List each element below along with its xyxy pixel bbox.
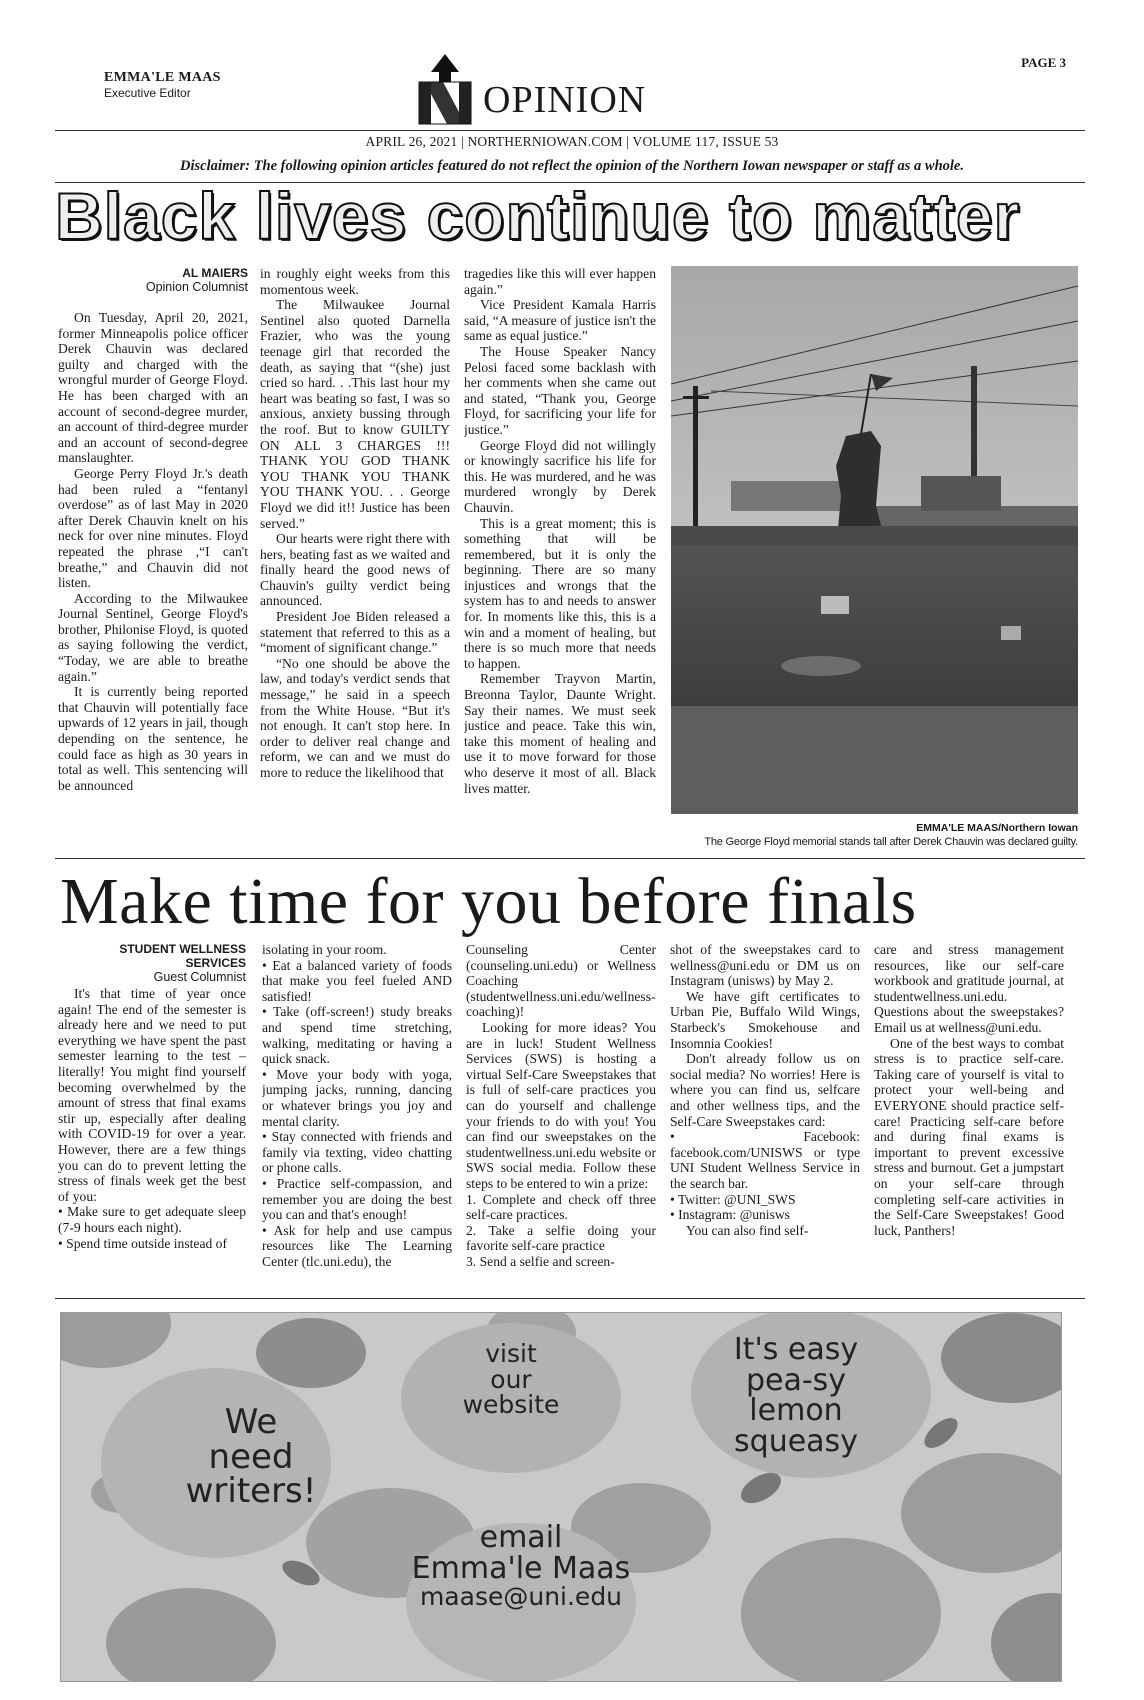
ad-line: our [490,1364,532,1394]
article2-column-3 [466,942,656,1292]
ad-line: email [479,1520,563,1555]
paragraph: Remember Trayvon Martin, Breonna Taylor, Daunte Wright. Say their names. We must seek justice and peace. Take this win, take this moment of healing and use it to move forward for those who deserve it most of all. Black lives matter. [464,671,656,796]
author-role: Guest Columnist [153,970,246,984]
bullet-item: • Practice self-compassion, and remember you are doing the best you can and that's enough! [262,1175,452,1223]
memorial-photo-image [671,266,1078,814]
ad-line: squeasy [734,1423,858,1459]
paragraph: Our hearts were right there with hers, beating fast as we waited and finally heard the good news of Chauvin's guilty verdict being announced. [260,531,450,609]
bullet-item: • Twitter: @UNI_SWS [670,1191,796,1207]
article-divider [55,858,1085,859]
paragraph: in roughly eight weeks from this momentous week. [260,266,450,297]
article1-column-2 [260,266,450,850]
bullet-item: • Move your body with yoga, jumping jacks, running, dancing or whatever brings you joy and mental clarity. [262,1066,452,1129]
article2-column-1 [58,986,246,1292]
paragraph: It's that time of year once again! The end of the semester is already here and we need to put everything we have spent the past semester learning to the test – literally! You might find yourself becoming overwhelmed by the amount of stress that final exams stir up, especially after dealing with COVID-19 for over a year. However, there are a few things you can do to prevent letting the stress of finals week get the best of you: [58,986,246,1204]
headline-black-lives: Black lives continue to matter [55,179,1021,253]
author-name: AL MAIERS [182,266,248,280]
ad-line: lemon [749,1393,843,1429]
ad-line: visit [485,1339,537,1368]
paragraph: shot of the sweepstakes card to wellness@uni.edu or DM us on Instagram (unisws) by May 2. [670,942,860,989]
paragraph: Don't already follow us on social media? No worries! Here is where you can find us, selfcare and other wellness tips, and the Self-Care Sweepstakes card: [670,1051,860,1129]
page-number: PAGE 3 [1021,55,1066,70]
photo-caption: The George Floyd memorial stands tall after Derek Chauvin was declared guilty. [704,836,1078,848]
ad-line: writers! [185,1471,317,1512]
writers-advertisement [60,1312,1062,1682]
northern-iowan-logo-icon [415,52,475,126]
ad-line: We [224,1402,278,1442]
article2-column-4 [670,942,860,1292]
ad-email-contact[interactable] [381,1520,661,1612]
paragraph: We have gift certificates to Urban Pie, Buffalo Wild Wings, Starbeck's Smokehouse and Insomnia Cookies! [670,988,860,1051]
article1-column-3 [464,266,656,850]
paragraph: Counseling Center (counseling.uni.edu) or Wellness Coaching (studentwellness.uni.edu/wellness-coaching)! [466,942,656,1020]
paragraph: isolating in your room. [262,942,387,957]
paragraph: The Milwaukee Journal Sentinel also quoted Darnella Frazier, who was the young teenage girl that recorded the death, as saying that “(she) just cried so hard. . .This last hour my heart was beating so fast, I was so anxious, anxiety bussing through the roof. But to know GUILTY ON ALL 3 CHARGES !!! THANK YOU GOD THANK YOU THANK YOU THANK YOU THANK YOU. . . George Floyd we did it!! Justice has been served.” [260,297,450,531]
ad-line: Emma'le Maas [411,1550,631,1586]
paragraph: Vice President Kamala Harris said, “A measure of justice isn't the same as equal justice.” [464,297,656,344]
paragraph: On Tuesday, April 20, 2021, former Minneapolis police officer Derek Chauvin was declared guilty and charged with the wrongful murder of George Floyd. He has been charged with an account of second-degree murder, an account of third-degree murder and an account of second-degree manslaughter. [58,310,248,466]
paragraph: One of the best ways to combat stress is to practice self-care. Taking care of yourself is vital to protect your well-being and EVERYONE should practice self-care! Practicing self-care before and during final exams is important to prevent excessive stress and burnout. Get a jumpstart on your self-care through completing self-care activities in the Self-Care Sweepstakes! Good luck, Panthers! [874,1035,1064,1238]
article2-column-2 [262,942,452,1292]
paragraph: Looking for more ideas? You are in luck! Student Wellness Services (SWS) is hosting a virtual Self-Care Sweepstakes that is full of self-care practices you can do yourself and challenge your friends to do with you! You can find our sweepstakes on the studentwellness.uni.edu website or SWS social media. Follow these steps to be entered to win a prize: [466,1019,656,1191]
ad-we-need-writers [171,1402,331,1512]
paragraph: It is currently being reported that Chauvin will potentially face upwards of 12 years in jail, though depending on the sentence, he could face as high as 30 years in total as well. This sentencing will be announced [58,684,248,793]
bullet-item: • Take (off-screen!) study breaks and spend time stretching, walking, meditating or having a quick snack. [262,1004,452,1067]
bullet-item: • Eat a balanced variety of foods that make you feel fueled AND satisfied! [262,957,452,1004]
author-role: Opinion Columnist [145,280,248,294]
ad-line: pea-sy [745,1362,847,1398]
author-name: STUDENT WELLNESS SERVICES [119,942,246,970]
bullet-item: • Make sure to get adequate sleep (7-9 hours each night). [58,1204,246,1235]
paragraph: This is a great moment; this is something that will be remembered, but it is only the beginning. There are so many injustices and wrongs that the system has to and needs to answer for. In moments like this, this is a win and a moment of healing, but there is so much more that needs to happen. [464,515,656,671]
paragraph: tragedies like this will ever happen again.” [464,266,656,297]
paragraph: care and stress management resources, like our self-care workbook and gratitude journal, at studentwellness.uni.edu. Questions about the sweepstakes? Email us at wellness@uni.edu. [874,942,1064,1035]
article1-byline [58,266,248,294]
editor-name: EMMA'LE MAAS [104,70,221,85]
article2-byline [58,942,246,984]
list-item: 3. Send a selfie and screen- [466,1253,615,1269]
headline-make-time: Make time for you before finals [60,865,917,938]
ad-visit-website[interactable] [421,1341,601,1418]
ad-line: need [208,1436,294,1477]
list-item: 1. Complete and check off three self-care practices. [466,1191,656,1223]
bullet-item: • Stay connected with friends and family via texting, video chatting or phone calls. [262,1129,452,1176]
ad-lemon-squeasy [681,1332,911,1459]
paragraph: George Perry Floyd Jr.'s death had been ruled a “fentanyl overdose” as of last May in 2020 after Derek Chauvin knelt on his neck for over nine minutes. Floyd repeated the phrase ,“I can't breathe,” and Chauvin did not listen. [58,465,248,591]
editor-title: Executive Editor [104,86,191,100]
paragraph: “No one should be above the law, and today's verdict sends that message,” he said in a speech from the White House. “But it's not enough. It can't stop here. In order to deliver real change and reform, we can and we must do more to reduce the likelihood that [260,655,450,780]
photo-credit: EMMA'LE MAAS/Northern Iowan [916,822,1078,834]
ad-divider [55,1298,1085,1299]
top-rule [55,130,1085,131]
bullet-item: • Spend time outside instead of [58,1235,227,1251]
dateline: APRIL 26, 2021 | NORTHERNIOWAN.COM | VOLUME 117, ISSUE 53 [365,134,779,149]
paragraph: You can also find self- [686,1222,809,1238]
paragraph: George Floyd did not willingly or knowingly sacrifice his life for this. He was murdered, and he was murdered wrongly by Derek Chauvin. [464,437,656,515]
bullet-item: • Ask for help and use campus resources like The Learning Center (tlc.uni.edu), the [262,1222,452,1269]
paragraph: According to the Milwaukee Journal Sentinel, George Floyd's brother, Philonise Floyd, is quoted as saying following the verdict, “Today, we are able to breathe again.” [58,590,248,684]
ad-line: website [462,1390,560,1419]
article2-column-5 [874,942,1064,1292]
bullet-item: • Instagram: @unisws [670,1207,790,1223]
list-item: 2. Take a selfie doing your favorite self-care practice [466,1222,656,1254]
section-title: OPINION [483,79,647,121]
bullet-item: • Facebook: facebook.com/UNISWS or type UNI Student Wellness Service in the search bar. [670,1129,860,1191]
ad-line: It's easy [733,1332,859,1367]
paragraph: President Joe Biden released a statement that referred to this as a “moment of significant change.” [260,609,450,656]
article1-column-1 [58,310,248,850]
ad-email[interactable]: maase@uni.edu [419,1582,623,1612]
disclaimer: Disclaimer: The following opinion articles featured do not reflect the opinion of the Northern Iowan newspaper or staff as a whole. [180,158,964,174]
paragraph: The House Speaker Nancy Pelosi faced some backlash with her comments when she came out and stated, “Thank you, George Floyd, for sacrificing your life for justice.” [464,343,656,437]
memorial-photo [671,266,1078,814]
